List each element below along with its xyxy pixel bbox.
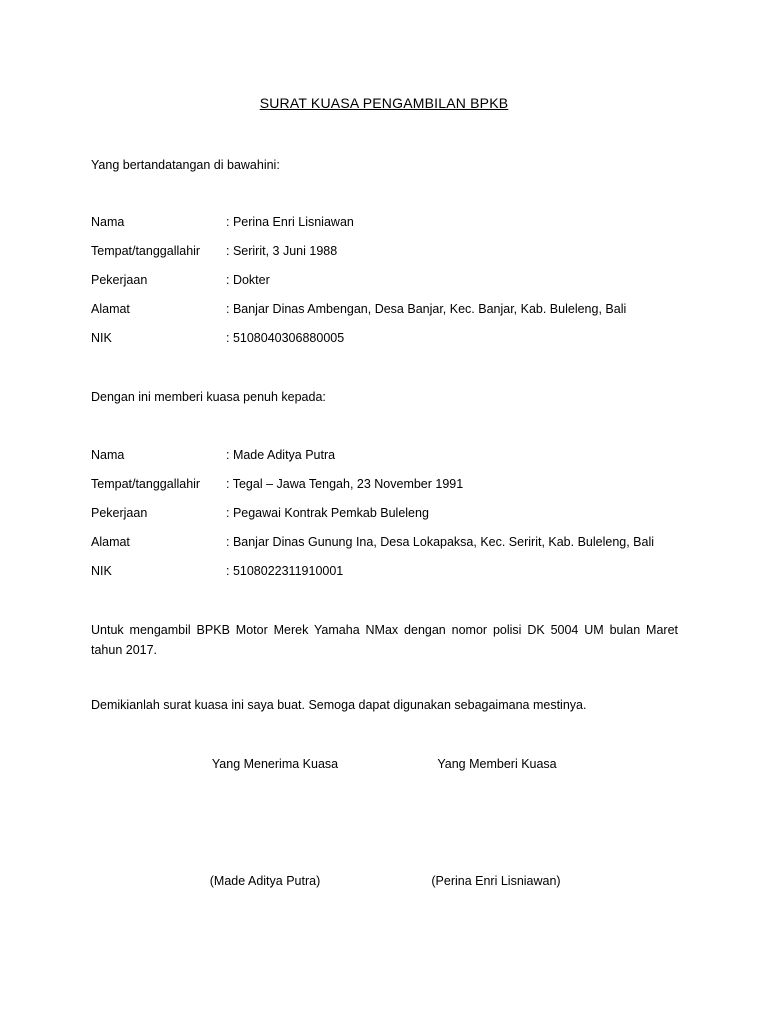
giver-signature-heading: Yang Memberi Kuasa bbox=[437, 757, 557, 771]
field-value: : Dokter bbox=[226, 273, 270, 287]
field-label: Nama bbox=[91, 448, 125, 462]
field-label: Pekerjaan bbox=[91, 506, 148, 520]
field-label: Alamat bbox=[91, 302, 130, 316]
document-title: SURAT KUASA PENGAMBILAN BPKB bbox=[259, 95, 509, 111]
field-value: : 5108022311910001 bbox=[226, 564, 344, 578]
field-label: Pekerjaan bbox=[91, 273, 148, 287]
grantor-row-nik bbox=[91, 331, 691, 349]
field-value: : Tegal – Jawa Tengah, 23 November 1991 bbox=[226, 477, 464, 491]
receiver-signature-name: (Made Aditya Putra) bbox=[209, 874, 321, 888]
giver-signature-name: (Perina Enri Lisniawan) bbox=[431, 874, 561, 888]
grantee-row-address bbox=[91, 535, 691, 553]
field-value: : Banjar Dinas Gunung Ina, Desa Lokapaksa, Kec. Seririt, Kab. Buleleng, Bali bbox=[226, 535, 655, 549]
grantee-row-name bbox=[91, 448, 691, 466]
purpose-paragraph: Untuk mengambil BPKB Motor Merek Yamaha NMax dengan nomor polisi DK 5004 UM bulan Maret tahun 2017. bbox=[91, 623, 678, 657]
grantor-row-address bbox=[91, 302, 691, 320]
grantor-row-birth bbox=[91, 244, 691, 262]
grantee-row-occupation bbox=[91, 506, 691, 524]
closing-paragraph: Demikianlah surat kuasa ini saya buat. Semoga dapat digunakan sebagaimana mestinya. bbox=[91, 698, 587, 712]
field-value: : Pegawai Kontrak Pemkab Buleleng bbox=[226, 506, 429, 520]
field-label: Nama bbox=[91, 215, 125, 229]
intro-text: Yang bertandatangan di bawahini: bbox=[91, 158, 280, 172]
grantee-row-nik bbox=[91, 564, 691, 582]
field-value: : Seririt, 3 Juni 1988 bbox=[226, 244, 338, 258]
field-label: Tempat/tanggallahir bbox=[91, 244, 201, 258]
field-label: Tempat/tanggallahir bbox=[91, 477, 201, 491]
grantor-row-name bbox=[91, 215, 691, 233]
grant-statement: Dengan ini memberi kuasa penuh kepada: bbox=[91, 390, 326, 404]
grantor-row-occupation bbox=[91, 273, 691, 291]
field-value: : Perina Enri Lisniawan bbox=[226, 215, 354, 229]
field-value: : Made Aditya Putra bbox=[226, 448, 336, 462]
field-label: NIK bbox=[91, 564, 112, 578]
field-label: Alamat bbox=[91, 535, 130, 549]
field-value: : Banjar Dinas Ambengan, Desa Banjar, Kec. Banjar, Kab. Buleleng, Bali bbox=[226, 302, 627, 316]
field-label: NIK bbox=[91, 331, 112, 345]
field-value: : 5108040306880005 bbox=[226, 331, 345, 345]
receiver-signature-heading: Yang Menerima Kuasa bbox=[211, 757, 339, 771]
grantee-row-birth bbox=[91, 477, 691, 495]
